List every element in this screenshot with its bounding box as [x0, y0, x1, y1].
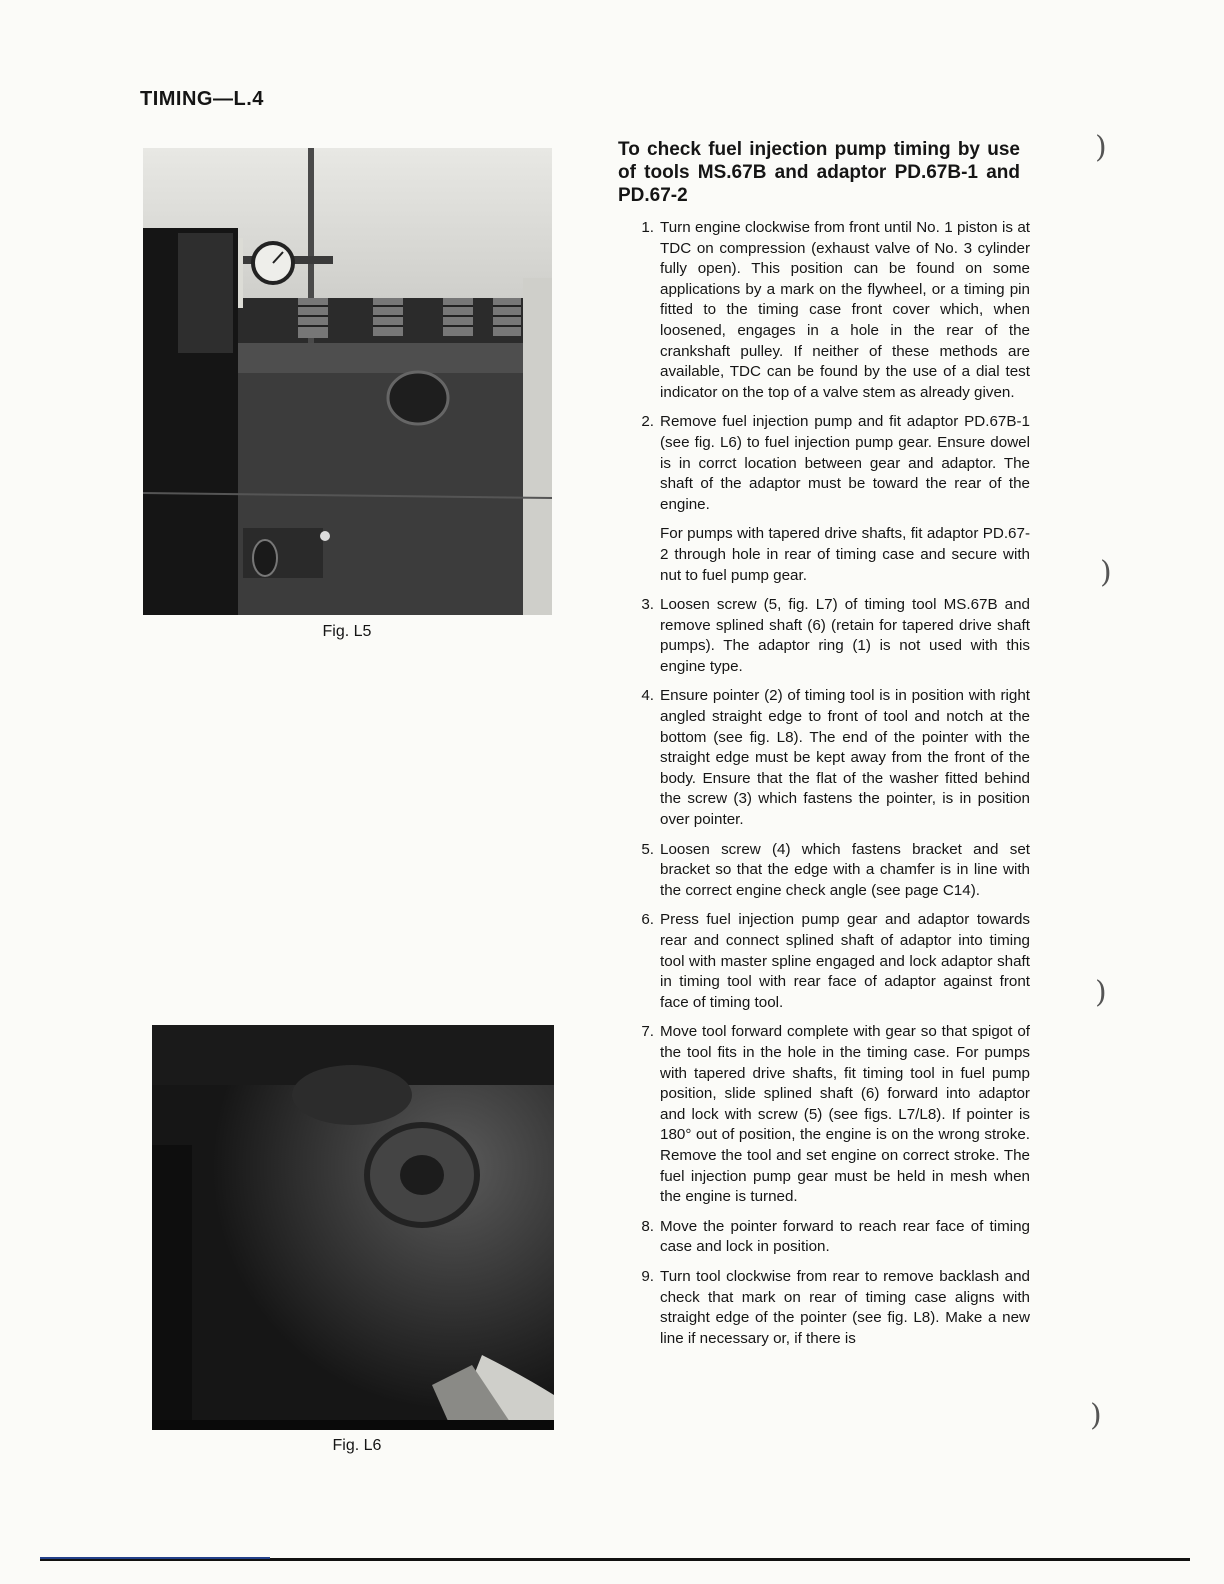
step-text: Move the pointer forward to reach rear face of timing case and lock in position.: [660, 1217, 1030, 1256]
step-text: Press fuel injection pump gear and adaptor towards rear and connect splined shaft of adaptor into timing tool with master spline engaged and lock adaptor shaft in timing tool with rear face of adaptor against front face of timing tool.: [660, 911, 1030, 1011]
step-number: 5.: [641, 840, 654, 858]
step-5: [624, 840, 1030, 902]
figure-l6-caption: Fig. L6: [332, 1437, 382, 1454]
step-number: 8.: [641, 1217, 654, 1235]
step-number: 3.: [641, 596, 654, 614]
step-text: Turn tool clockwise from rear to remove backlash and check that mark on rear of timing case aligns with straight edge of the pointer (see fig. L8). Make a new line if necessary or, if there is: [660, 1267, 1030, 1347]
figure-l5-photo: [143, 148, 552, 615]
step-2-note: For pumps with tapered drive shafts, fit adaptor PD.67-2 through hole in rear of timing case and secure with nut to fuel pump gear.: [660, 525, 1030, 584]
binder-hole-mark: ): [1100, 555, 1112, 590]
section-title: To check fuel injection pump timing by use of tools MS.67B and adaptor PD.67B-1 and PD.67-2: [618, 139, 1020, 206]
binder-hole-mark: ): [1095, 130, 1107, 165]
step-number: 7.: [641, 1023, 654, 1041]
step-3: [624, 595, 1030, 677]
step-6: [624, 910, 1030, 1013]
procedure-steps: [624, 218, 1030, 1358]
step-text: Turn engine clockwise from front until No. 1 piston is at TDC on compression (exhaust valve of No. 3 cylinder fully open). This position can be found on some applications by a mark on the flywheel, or a timing pin fitted to the timing case front cover which, when loosened, engages in a hole in the rear of the crankshaft pulley. If neither of these methods are available, TDC can be found by the use of a dial test indicator on the top of a valve stem as already given.: [660, 219, 1030, 401]
footer-rule-accent: [40, 1557, 270, 1559]
binder-hole-mark: ): [1095, 975, 1107, 1010]
step-number: 6.: [641, 911, 654, 929]
page-header: TIMING—L.4: [140, 88, 264, 110]
step-1: [624, 218, 1030, 403]
step-text: Remove fuel injection pump and fit adaptor PD.67B-1 (see fig. L6) to fuel injection pump gear. Ensure dowel is in corrct location between gear and adaptor. The shaft of the adaptor must be toward the rear of the engine.: [660, 413, 1030, 513]
step-9: [624, 1267, 1030, 1349]
figure-l5-caption: Fig. L5: [322, 623, 372, 640]
step-2: [624, 412, 1030, 515]
step-number: 1.: [641, 219, 654, 236]
step-text: Move tool forward complete with gear so that spigot of the tool fits in the hole in the timing case. For pumps with tapered drive shafts, fit timing tool in fuel pump position, slide splined shaft (6) forward into adaptor and lock with screw (5) (see figs. L7/L8). If pointer is 180° out of position, the engine is on the wrong stroke. Remove the tool and set engine on correct stroke. The fuel injection pump gear must be held in mesh when the engine is turned.: [660, 1023, 1030, 1206]
figure-l6-photo: [152, 1025, 554, 1430]
step-7: [624, 1022, 1030, 1207]
step-4: [624, 686, 1030, 830]
step-text: Loosen screw (4) which fastens bracket and set bracket so that the edge with a chamfer is in line with the correct engine check angle (see page C14).: [660, 840, 1030, 899]
step-number: 4.: [641, 687, 654, 705]
step-text: Ensure pointer (2) of timing tool is in position with right angled straight edge to front of tool and notch at the bottom (see fig. L8). The end of the pointer with the straight edge must be kept away from the front of the body. Ensure that the flat of the washer fitted behind the screw (3) which fastens the pointer, is in position over pointer.: [660, 687, 1030, 829]
step-text: Loosen screw (5, fig. L7) of timing tool MS.67B and remove splined shaft (6) (retain for tapered drive shaft pumps). The adaptor ring (1) is not used with this engine type.: [660, 596, 1030, 675]
step-number: 9.: [641, 1267, 654, 1285]
binder-hole-mark: ): [1090, 1398, 1102, 1433]
step-8: [624, 1217, 1030, 1258]
step-number: 2.: [641, 413, 654, 431]
